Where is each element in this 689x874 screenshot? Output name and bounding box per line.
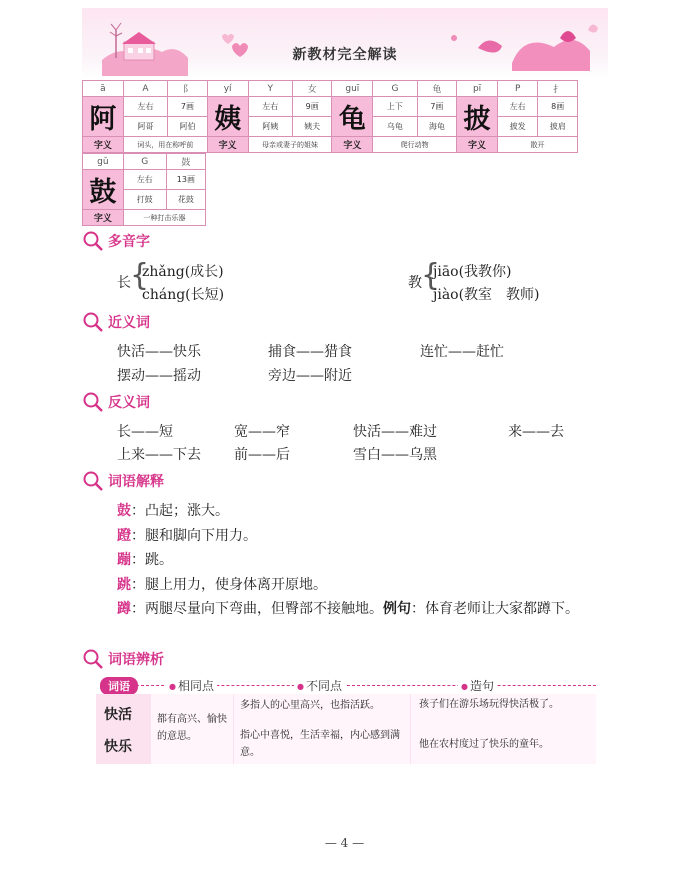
header-diff: ● 不同点 [294,677,345,694]
char-word: 姨夫 [292,117,332,137]
banner-decoration [82,8,608,78]
char-word: 阿哥 [123,117,167,137]
explanation-item [82,598,610,621]
char-card-table-row2 [82,153,206,226]
char-pinyin: yí [207,81,248,97]
section-title: 反义词 [108,395,150,411]
same-cell [151,694,233,764]
char-pinyin: guī [332,81,373,97]
char-capital: G [123,154,166,170]
polyphonic-reading: zhǎng(成长) [142,264,224,280]
compare-word: 快活 [104,707,132,723]
char-radical: 鼓 [166,154,205,170]
explanation-item [117,574,327,594]
char-radical: 龟 [417,81,457,97]
char-meaning-label: 字义 [83,210,124,226]
char-pinyin: pī [457,81,498,97]
comparison-header [96,676,596,694]
char-word: 乌龟 [373,117,417,137]
diff-cell [234,694,410,764]
polyphonic-char: 教 [408,275,422,291]
char-word: 披发 [497,117,537,137]
same-text: 都有高兴、愉快的意思。 [157,714,227,742]
polyphonic-reading: jiāo(我教你) [433,264,512,280]
char-meaning-label: 字义 [83,137,124,153]
antonym-pair: 宽——窄 [234,424,290,440]
example-label: 例句 [383,601,411,617]
antonym-pair: 雪白——乌黑 [353,447,437,463]
polyphonic-reading: jiào(教室 教师) [433,287,540,303]
char-meaning-label: 字义 [207,137,248,153]
char-meaning: 爬行动物 [373,137,457,153]
char-structure: 左右 [123,170,166,190]
char-radical: 阝 [168,81,208,97]
antonym-pair: 上来——下去 [117,447,201,463]
char-capital: A [123,81,167,97]
char-strokes: 13画 [166,170,205,190]
char-word: 披肩 [538,117,578,137]
example-sentence: 他在农村度过了快乐的童年。 [419,739,549,750]
antonym-pair: 长——短 [117,424,173,440]
section-title: 词语解释 [108,474,164,490]
synonym-pair: 捕食——猎食 [268,344,352,360]
brace-icon: { [421,258,441,293]
char-capital: Y [248,81,292,97]
char-glyph: 阿 [83,97,124,137]
section-title: 词语辨析 [108,652,164,668]
char-strokes: 7画 [168,97,208,117]
char-glyph: 姨 [207,97,248,137]
char-structure: 左右 [497,97,537,117]
section-explanations [82,470,164,492]
synonym-pair: 快活——快乐 [117,344,201,360]
example-cell [411,694,596,764]
char-pinyin: gǔ [83,154,124,170]
explanation-word: 跳 [117,577,131,593]
section-title: 近义词 [108,315,150,331]
char-structure: 左右 [248,97,292,117]
section-antonyms [82,391,150,413]
page-number: — 4 — [324,836,365,850]
synonym-pair: 旁边——附近 [268,368,352,384]
comparison-body [96,694,596,764]
char-capital: P [497,81,537,97]
diff-text: 指心中喜悦，生活幸福，内心感到满意。 [240,730,400,758]
magnifier-icon [82,230,104,252]
char-word: 花鼓 [166,190,205,210]
char-meaning: 散开 [497,137,577,153]
synonym-pair: 摆动——摇动 [117,368,201,384]
char-strokes: 8画 [538,97,578,117]
section-polyphonic [82,230,150,252]
char-glyph: 龟 [332,97,373,137]
char-structure: 左右 [123,97,167,117]
explanation-word: 蹦 [117,552,131,568]
char-strokes: 9画 [292,97,332,117]
diff-text: 多指人的心里高兴，也指活跃。 [240,700,380,711]
example-sentence: 孩子们在游乐场玩得快活极了。 [419,699,559,710]
char-radical: 扌 [538,81,578,97]
char-word: 阿伯 [168,117,208,137]
magnifier-icon [82,470,104,492]
char-word: 打鼓 [123,190,166,210]
explanation-item [117,549,173,569]
char-card-table-row1 [82,80,578,153]
char-structure: 上下 [373,97,417,117]
explanation-text: ：腿和脚向下用力。 [131,528,257,544]
polyphonic-reading: cháng(长短) [142,287,225,303]
explanation-word: 蹬 [117,528,131,544]
char-meaning-label: 字义 [332,137,373,153]
section-comparison [82,648,164,670]
comparison-table [96,676,596,764]
header-word-tag: 词语 [100,677,138,695]
example-text: ：体育老师让大家都蹲下。 [411,601,579,617]
synonym-pair: 连忙——赶忙 [420,344,504,360]
char-strokes: 7画 [417,97,457,117]
header-same: ● 相同点 [166,677,217,694]
section-title: 多音字 [108,234,150,250]
polyphonic-char: 长 [117,275,131,291]
words-cell [96,694,150,764]
header-banner [82,8,608,78]
antonym-pair: 快活——难过 [353,424,437,440]
char-meaning: 词头，用在称呼前 [123,137,207,153]
compare-word: 快乐 [104,739,132,755]
section-synonyms [82,311,150,333]
explanation-text: ：凸起；涨大。 [131,503,229,519]
magnifier-icon [82,391,104,413]
explanation-word: 蹲 [117,601,131,617]
char-capital: G [373,81,417,97]
explanation-text: ：两腿尽量向下弯曲，但臀部不接触地。 [131,601,383,617]
explanation-text: ：跳。 [131,552,173,568]
antonym-pair: 来——去 [508,424,564,440]
explanation-word: 鼓 [117,503,131,519]
char-pinyin: ā [83,81,124,97]
explanation-text: ：腿上用力，使身体离开原地。 [131,577,327,593]
char-word: 海龟 [417,117,457,137]
magnifier-icon [82,648,104,670]
char-meaning-label: 字义 [457,137,498,153]
page-title: 新教材完全解读 [292,47,398,63]
brace-icon: { [130,258,150,293]
explanation-item [117,525,257,545]
char-radical: 女 [292,81,332,97]
antonym-pair: 前——后 [234,447,290,463]
char-glyph: 披 [457,97,498,137]
char-glyph: 鼓 [83,170,124,210]
char-meaning: 一种打击乐器 [123,210,205,226]
header-example: ● 造句 [458,677,497,694]
char-word: 阿姨 [248,117,292,137]
magnifier-icon [82,311,104,333]
char-meaning: 母亲或妻子的姐妹 [248,137,332,153]
explanation-item [117,500,229,520]
